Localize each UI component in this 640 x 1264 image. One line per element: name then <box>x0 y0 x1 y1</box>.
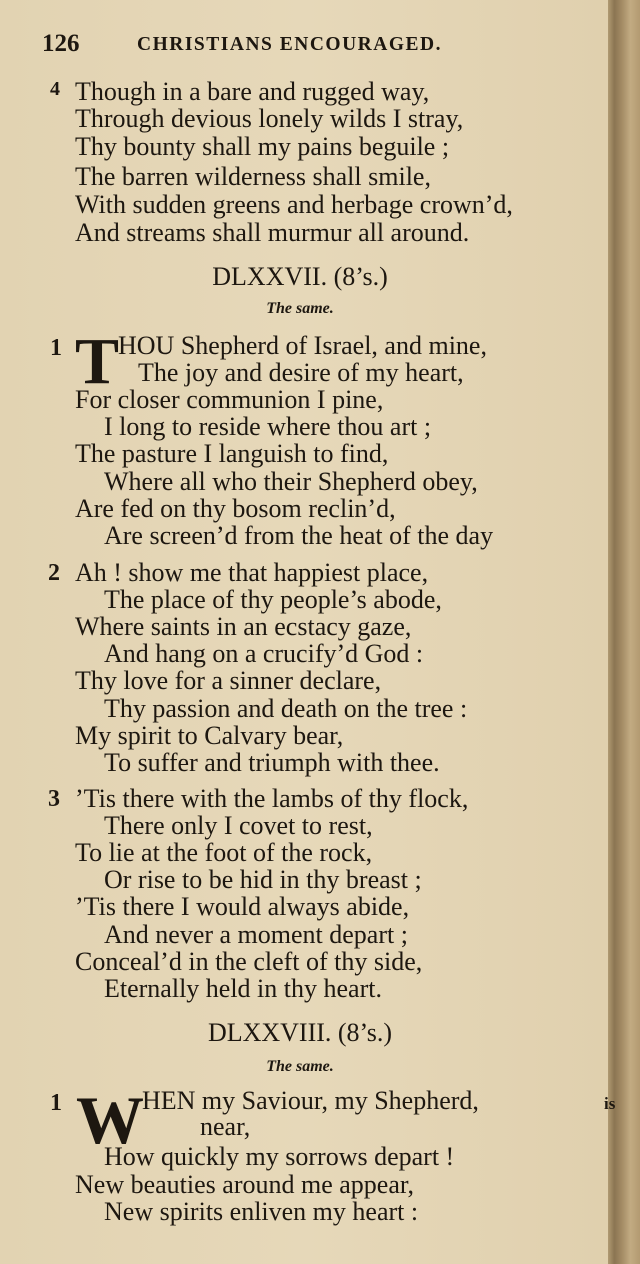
verse-line: Or rise to be hid in thy breast ; <box>104 865 422 894</box>
verse-line: The barren wilderness shall smile, <box>75 162 431 191</box>
verse-line: Eternally held in thy heart. <box>104 974 382 1003</box>
verse-line: Thy love for a sinner declare, <box>75 666 382 695</box>
verse-line: Conceal’d in the cleft of thy side, <box>75 947 423 976</box>
verse-line: To lie at the foot of the rock, <box>75 838 373 867</box>
verse-number: 3 <box>48 786 60 812</box>
drop-cap: T <box>75 325 120 398</box>
verse-line: And hang on a crucify’d God : <box>104 639 424 668</box>
verse-line: Where all who their Shepherd obey, <box>104 467 478 496</box>
verse-line: For closer communion I pine, <box>75 385 384 414</box>
verse-line: Thy bounty shall my pains beguile ; <box>75 132 450 161</box>
verse-line: Where saints in an ecstacy gaze, <box>75 612 412 641</box>
verse-line: New beauties around me appear, <box>75 1170 414 1199</box>
verse-line: HEN my Saviour, my Shepherd, <box>142 1086 479 1115</box>
verse-line: My spirit to Calvary bear, <box>75 721 344 750</box>
verse-line: HOU Shepherd of Israel, and mine, <box>118 331 487 360</box>
verse-line: I long to reside where thou art ; <box>104 412 432 441</box>
hymn-title: DLXXVIII. (8’s.) <box>207 1018 393 1047</box>
verse-line: Though in a bare and rugged way, <box>75 77 430 106</box>
verse-number: 1 <box>50 1090 62 1116</box>
verse-number: 4 <box>50 78 60 100</box>
verse-line: There only I covet to rest, <box>104 811 373 840</box>
drop-cap: W <box>76 1082 144 1158</box>
verse-line: ’Tis there with the lambs of thy flock, <box>75 784 469 813</box>
verse-line: Are screen’d from the heat of the day <box>104 521 494 550</box>
verse-line: The pasture I languish to find, <box>75 439 389 468</box>
page-number: 126 <box>42 30 80 57</box>
running-title: CHRISTIANS ENCOURAGED. <box>137 34 442 55</box>
verse-line: New spirits enliven my heart : <box>104 1197 419 1226</box>
verse-line-overflow: is <box>604 1094 616 1113</box>
verse-line: Are fed on thy bosom reclin’d, <box>75 494 396 523</box>
verse-line: How quickly my sorrows depart ! <box>104 1142 455 1171</box>
verse-number: 2 <box>48 560 60 586</box>
verse-line: The place of thy people’s abode, <box>104 585 442 614</box>
hymn-subtitle: The same. <box>266 300 334 317</box>
verse-line: And streams shall murmur all around. <box>75 218 470 247</box>
page-header <box>42 30 562 60</box>
verse-line: Through devious lonely wilds I stray, <box>75 104 464 133</box>
hymn-title: DLXXVII. (8’s.) <box>212 262 388 291</box>
verse-line: And never a moment depart ; <box>104 920 408 949</box>
verse-line: The joy and desire of my heart, <box>138 358 464 387</box>
verse-line: Thy passion and death on the tree : <box>104 694 468 723</box>
verse-line: Ah ! show me that happiest place, <box>75 558 429 587</box>
verse-line: near, <box>200 1112 251 1141</box>
verse-number: 1 <box>50 335 62 361</box>
verse-line: ’Tis there I would always abide, <box>75 892 410 921</box>
hymn-subtitle: The same. <box>266 1058 334 1075</box>
verse-line: To suffer and triumph with thee. <box>104 748 440 777</box>
verse-line: With sudden greens and herbage crown’d, <box>75 190 513 219</box>
